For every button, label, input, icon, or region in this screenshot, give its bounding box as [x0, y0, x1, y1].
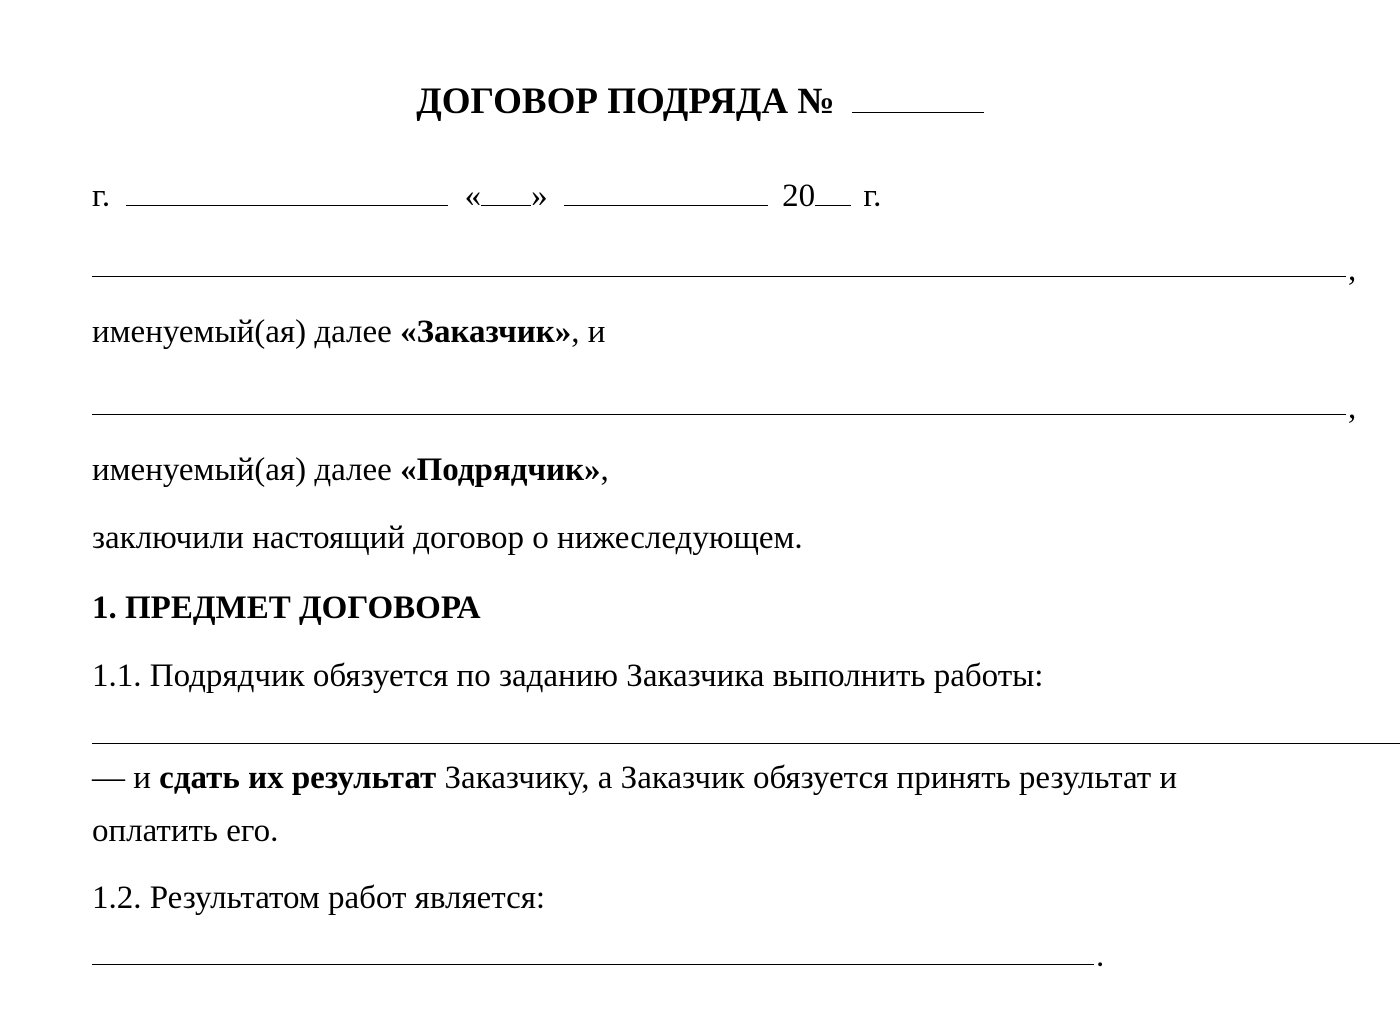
customer-name-blank[interactable] [92, 276, 1346, 277]
clause-1-1-dash: — и [92, 760, 160, 796]
customer-role-line [92, 316, 605, 349]
month-blank[interactable] [564, 205, 768, 206]
document-title-text: ДОГОВОР ПОДРЯДА № [416, 81, 835, 122]
contractor-role-suffix: , [600, 452, 609, 488]
document-title [0, 83, 1400, 120]
intro-paragraph: заключили настоящий договор о нижеследующем. [92, 520, 803, 556]
clause-1-1-line2: оплатить его. [92, 813, 279, 849]
customer-role-label: «Заказчик» [400, 314, 572, 350]
contractor-name-comma: , [1348, 390, 1357, 426]
contractor-role-label: «Подрядчик» [400, 452, 601, 488]
city-prefix: г. [92, 178, 111, 214]
clause-1-1: 1.1. Подрядчик обязуется по заданию Заказчика выполнить работы: [92, 658, 1044, 694]
customer-role-prefix: именуемый(ая) далее [92, 314, 401, 350]
clause-1-2: 1.2. Результатом работ является: [92, 880, 546, 916]
works-description-blank[interactable] [92, 743, 1400, 744]
customer-role-suffix: , и [571, 314, 606, 350]
contract-number-blank[interactable] [852, 112, 984, 113]
day-blank[interactable] [481, 205, 531, 206]
year-suffix: г. [863, 178, 882, 214]
year-blank[interactable] [815, 205, 851, 206]
result-description-period: . [1096, 938, 1105, 974]
result-description-blank[interactable] [92, 964, 1094, 965]
day-quote-close: » [531, 178, 548, 214]
day-quote-open: « [464, 178, 482, 214]
contractor-role-line [92, 454, 609, 487]
clause-1-1-bold-phrase: сдать их результат [159, 760, 437, 796]
city-blank[interactable] [126, 205, 448, 206]
year-prefix: 20 [782, 178, 816, 214]
clause-1-1-rest: Заказчику, а Заказчик обязуется принять результат и [436, 760, 1178, 796]
customer-name-comma: , [1348, 252, 1357, 288]
contractor-name-blank[interactable] [92, 414, 1346, 415]
clause-1-1-continuation [92, 762, 1177, 795]
contractor-role-prefix: именуемый(ая) далее [92, 452, 401, 488]
section-1-heading: 1. ПРЕДМЕТ ДОГОВОРА [92, 590, 481, 626]
place-date-line [92, 180, 881, 213]
